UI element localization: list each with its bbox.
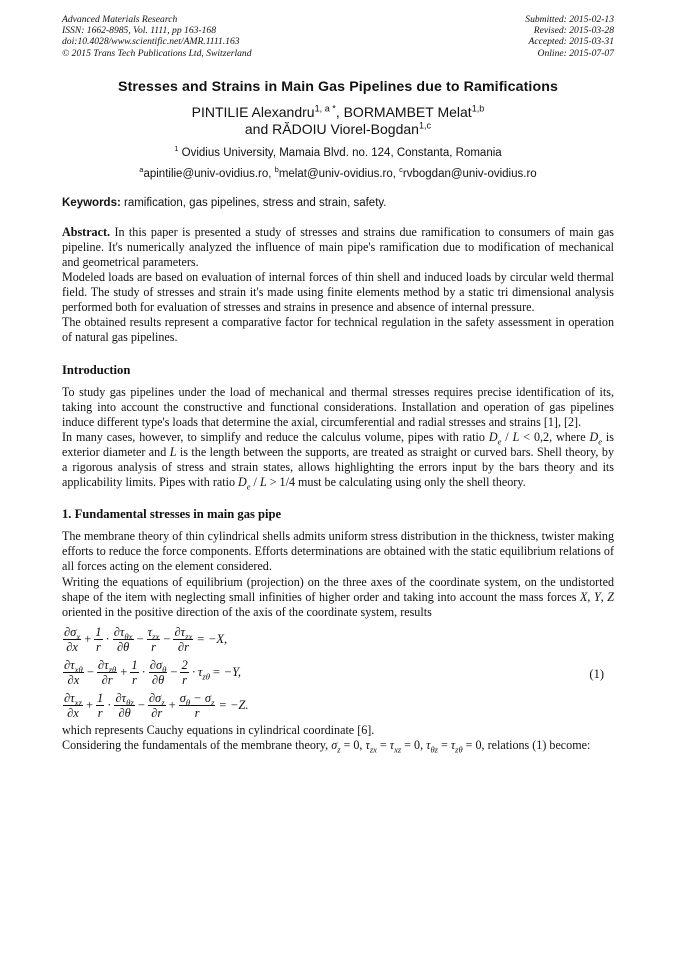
eq2-minus-1: − — [86, 664, 94, 679]
eq3-t5-num-a: σ — [179, 690, 186, 705]
cond-tau-xz: τ — [389, 737, 395, 752]
intro-p2e: > 1/4 must be calculating using only the shell theory. — [266, 475, 526, 490]
slash-2: / — [250, 475, 260, 490]
eq3-t1-den: ∂x — [67, 705, 79, 720]
eq3-t5-num-b: − σ — [190, 690, 212, 705]
var-De-2: D — [589, 429, 599, 444]
eq2-t2-sub: zθ — [108, 664, 117, 675]
eq2-term6 — [198, 665, 210, 680]
cond-eq0: = 0, — [340, 737, 366, 752]
eq3-t5-den: r — [194, 705, 200, 720]
eq3-t4-num: ∂σ — [148, 690, 162, 705]
cond-tau-zx: τ — [365, 737, 370, 752]
eq3-t1-num: ∂τ — [64, 690, 75, 705]
intro-p2a: In many cases, however, to simplify and reduce the calculus volume, pipes with ratio — [62, 429, 489, 444]
author-list — [62, 104, 614, 138]
eq2-t5-num: 2 — [181, 657, 188, 672]
eq1-t4-sub: zx — [152, 631, 160, 642]
author-1: PINTILIE Alexandru — [191, 103, 315, 120]
journal-copyright: © 2015 Trans Tech Publications Ltd, Switzerland — [62, 47, 252, 59]
journal-name: Advanced Materials Research — [62, 14, 178, 25]
eq1-plus: + — [84, 631, 92, 646]
eq3-term2 — [96, 691, 104, 720]
author-3: RĂDOIU Viorel-Bogdan — [272, 120, 419, 137]
journal-header — [62, 14, 614, 59]
var-X: X — [579, 589, 588, 604]
cond-tau-zth-sub: zθ — [455, 744, 463, 755]
author-and: and — [244, 120, 273, 137]
keywords-label: Keywords: — [62, 196, 121, 209]
eq3-t5-sub-b: z — [211, 697, 215, 708]
eq2-term1 — [63, 658, 84, 687]
eq2-t1-den: ∂x — [67, 672, 80, 687]
eq1-t4-num: τ — [147, 624, 153, 639]
eq3-term4 — [148, 691, 166, 720]
eq2-plus: + — [120, 664, 128, 679]
eq1-t3-num: ∂τ — [113, 624, 125, 639]
date-accepted: Accepted: 2015-03-31 — [528, 36, 614, 48]
eq1-term3 — [113, 625, 134, 654]
eq1-t3-den: ∂θ — [116, 639, 130, 654]
affiliation-sup: 1 — [174, 143, 179, 153]
introduction-body — [62, 385, 614, 491]
eq3-t2-num: 1 — [97, 690, 104, 705]
eq3-t3-sub: θz — [126, 697, 134, 708]
intro-p2 — [62, 430, 614, 490]
journal-doi: doi:10.4028/www.scientific.net/AMR.1111.163 — [62, 36, 240, 48]
eq1-t2-num: 1 — [95, 624, 102, 639]
intro-p2d: is the length between the supports, are treated as straight or curved bars. Shell theory, by a rigorous analysis of stress and strain states, allows highlighting the errors input by the bars theory and its applicability limits. Pipes with ratio — [62, 444, 614, 490]
author-emails — [62, 164, 614, 180]
eq2-term2 — [97, 658, 117, 687]
eq2-term4 — [149, 658, 168, 687]
eq1-term1 — [63, 625, 81, 654]
eq1-t1-num: ∂σ — [64, 624, 77, 639]
cond-sigma-z-sub: z — [337, 744, 341, 755]
affiliation-text: Ovidius University, Mamaia Blvd. no. 124, Constanta, Romania — [178, 146, 502, 159]
eq2-dot-2: · — [191, 664, 196, 679]
introduction-heading: Introduction — [62, 362, 131, 377]
section-1-continuation — [62, 723, 614, 753]
var-De-1-sub: e — [497, 436, 502, 447]
eq3-minus: − — [137, 697, 145, 712]
var-L-2: L — [169, 444, 177, 459]
eq1-rhs: = −X, — [196, 631, 228, 646]
eq1-term5 — [173, 625, 193, 654]
section1-p2a: Writing the equations of equilibrium (projection) on the three axes of the coordinate system, on the undistorted shape of the item with neglecting small infinities of higher order and taking into account the mass forces — [62, 574, 614, 604]
email-b-sup: b — [274, 164, 279, 174]
var-De-1: D — [488, 429, 498, 444]
date-online: Online: 2015-07-07 — [537, 47, 614, 59]
eq2-t4-den: ∂θ — [151, 672, 165, 687]
keywords-text: ramification, gas pipelines, stress and strain, safety. — [120, 196, 387, 209]
var-L-3: L — [259, 475, 267, 490]
cond-tau-zth: τ — [450, 737, 456, 752]
intro-p2c: is exterior diameter and — [62, 429, 614, 459]
email-c[interactable]: rvbogdan@univ-ovidius.ro — [402, 167, 537, 180]
intro-p2b: < 0,2, where — [519, 429, 590, 444]
eq1-dot: · — [105, 631, 110, 646]
eq2-t5-den: r — [182, 672, 188, 687]
eq1-t2-den: r — [95, 639, 101, 654]
eq2-t1-sub: xθ — [74, 664, 83, 675]
date-submitted: Submitted: 2015-02-13 — [525, 14, 614, 25]
eq2-t2-num: ∂τ — [97, 657, 109, 672]
eq2-t3-den: r — [132, 672, 137, 687]
comma-1: , — [587, 589, 594, 604]
section1-p4b: relations (1) become: — [484, 737, 591, 752]
author-1-sup: 1, a * — [314, 103, 336, 114]
eq3-term5 — [179, 691, 216, 720]
eq2-t4-sub: θ — [162, 664, 167, 675]
cond-eq-a: = — [376, 737, 390, 752]
eq1-t1-sub: x — [76, 631, 81, 642]
author-separator: , — [335, 103, 344, 120]
author-line-2 — [62, 121, 614, 138]
email-c-sup: c — [399, 164, 403, 174]
eq2-term5 — [180, 658, 188, 687]
cond-tau-xz-sub: xz — [394, 744, 402, 755]
eq1-t5-num: ∂τ — [174, 624, 186, 639]
slash-1: / — [501, 429, 513, 444]
eq3-t4-sub: z — [161, 697, 165, 708]
eq3-t3-den: ∂θ — [118, 705, 131, 720]
var-De-3: D — [238, 475, 247, 490]
equation-row-2 — [62, 656, 614, 689]
eq2-rhs: = −Y, — [212, 664, 242, 679]
abstract-p3: The obtained results represent a comparative factor for technical regulation in the safety assessment in operation of natural gas pipelines. — [62, 315, 614, 345]
date-revised: Revised: 2015-03-28 — [533, 25, 614, 37]
cond-eq0c: = 0, — [462, 737, 485, 752]
abstract-p1-text: In this paper is presented a study of stresses and strains due ramification to consumers of main gas pipeline. It's numerically analyzed the influence of main pipe's ramification due to modification of mechanical and geometrical parameters. — [62, 224, 614, 269]
abstract-p1 — [62, 225, 614, 270]
eq2-minus-2: − — [170, 664, 178, 679]
author-2-sup: 1,b — [471, 103, 485, 114]
section-1-body — [62, 529, 614, 620]
email-sep-1: , — [268, 167, 275, 180]
cond-tau-thz-sub: θz — [430, 744, 438, 755]
abstract-p2: Modeled loads are based on evaluation of internal forces of thin shell and induced loads by circular weld thermal field. The study of stresses and strain it's made using finite elements method by a static tri dimensional analysis performed both for evaluation of stresses and strains in presence and absence of internal pressure. — [62, 270, 614, 315]
abstract — [62, 225, 614, 346]
section1-p4a: Considering the fundamentals of the membrane theory, — [62, 737, 332, 752]
eq2-t3-num: 1 — [131, 657, 138, 672]
eq3-term3 — [114, 691, 134, 720]
email-sep-2: , — [392, 167, 400, 180]
eq2-term3 — [130, 658, 138, 687]
var-De-2-sub: e — [598, 436, 602, 447]
eq3-rhs: = −Z. — [218, 697, 249, 712]
eq2-t1-num: ∂τ — [64, 657, 75, 672]
eq2-t6-sub: zθ — [202, 671, 211, 682]
paper-page — [62, 14, 614, 753]
email-a[interactable]: apintilie@univ-ovidius.ro — [143, 167, 269, 180]
eq1-t5-den: ∂r — [177, 639, 189, 654]
abstract-label: Abstract. — [62, 224, 111, 239]
eq1-t1-den: ∂x — [66, 639, 78, 654]
eq2-t6-sym: τ — [197, 664, 203, 679]
eq2-dot-1: · — [141, 664, 146, 679]
intro-p1: To study gas pipelines under the load of mechanical and thermal stresses requires precise identification of its, taking into account the constructive and functional considerations. Installation and operation of gas pipelines induce different type's loads that determine the axial, circumferential and radial stresses and strains [1], [2]. — [62, 384, 614, 429]
cond-eq-b: = — [437, 737, 451, 752]
journal-issn: ISSN: 1662-8985, Vol. 1111, pp 163-168 — [62, 25, 217, 37]
eq1-term4 — [147, 625, 161, 654]
section1-p3: which represents Cauchy equations in cylindrical coordinate [6]. — [62, 722, 375, 737]
section1-p2b: oriented in the positive direction of the axis of the coordinate system, results — [62, 604, 432, 619]
email-b[interactable]: melat@univ-ovidius.ro — [278, 167, 393, 180]
section1-p2 — [62, 575, 614, 620]
eq3-dot: · — [107, 697, 112, 712]
var-L-1: L — [512, 429, 520, 444]
equation-number: (1) — [589, 666, 604, 681]
eq3-plus-1: + — [85, 697, 94, 712]
var-Y: Y — [593, 589, 601, 604]
var-Z: Z — [607, 589, 614, 604]
section1-p1: The membrane theory of thin cylindrical shells admits uniform stress distribution in the thickness, twister making efforts to reduce the force components. Efforts determinations are obtained with the static equilibrium relations of all forces acting on the element considered. — [62, 529, 614, 574]
cond-tau-zx-sub: zx — [369, 744, 377, 755]
submission-dates — [525, 14, 614, 59]
comma-2: , — [600, 589, 608, 604]
cond-sigma-z: σ — [331, 737, 338, 752]
equation-row-1 — [62, 623, 614, 656]
author-2: BORMAMBET Melat — [343, 103, 472, 120]
section1-p4 — [62, 738, 614, 753]
var-De-3-sub: e — [246, 481, 251, 492]
cond-eq0b: = 0, — [401, 737, 427, 752]
author-line-1 — [62, 104, 614, 121]
keywords — [62, 197, 614, 209]
eq2-t4-num: ∂σ — [149, 657, 163, 672]
eq3-t3-num: ∂τ — [115, 690, 127, 705]
journal-info — [62, 14, 252, 59]
eq3-t5-sub-a: θ — [185, 697, 191, 708]
affiliation — [62, 143, 614, 159]
paper-title: Stresses and Strains in Main Gas Pipelines due to Ramifications — [118, 78, 558, 95]
eq3-t1-sub: xz — [74, 697, 82, 708]
eq1-t3-sub: θx — [124, 631, 133, 642]
equation-row-3 — [62, 689, 614, 722]
cond-tau-thz: τ — [426, 737, 431, 752]
eq1-minus-2: − — [163, 631, 171, 646]
eq3-t4-den: ∂r — [151, 705, 163, 720]
section-1-heading: 1. Fundamental stresses in main gas pipe — [62, 507, 282, 522]
eq1-term2 — [94, 625, 102, 654]
eq3-plus-2: + — [168, 697, 176, 712]
eq1-t4-den: r — [151, 639, 156, 654]
equation-1 — [62, 623, 614, 723]
eq1-t5-sub: zx — [185, 631, 193, 642]
author-3-sup: 1,c — [418, 120, 432, 131]
eq1-minus-1: − — [136, 631, 144, 646]
eq2-t2-den: ∂r — [101, 672, 113, 687]
eq3-t2-den: r — [97, 705, 103, 720]
email-a-sup: a — [139, 164, 144, 174]
eq3-term1 — [63, 691, 83, 720]
